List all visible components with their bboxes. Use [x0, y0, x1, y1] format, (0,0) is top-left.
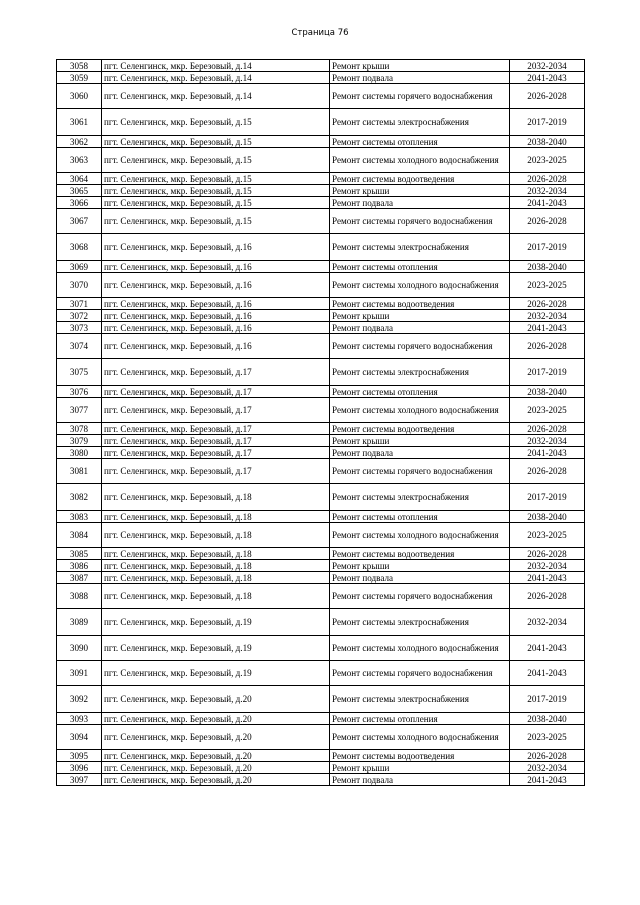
table-row	[57, 273, 585, 298]
table-row	[57, 750, 585, 762]
address-cell: пгт. Селенгинск, мкр. Березовый, д.15	[102, 209, 330, 234]
table-row	[57, 148, 585, 173]
period-cell: 2017-2019	[510, 359, 585, 386]
row-number-cell: 3083	[57, 511, 102, 523]
work-type-cell: Ремонт системы горячего водоснабжения	[330, 334, 510, 359]
row-number-cell: 3070	[57, 273, 102, 298]
table-row	[57, 298, 585, 310]
table-row	[57, 423, 585, 435]
work-type-cell: Ремонт системы холодного водоснабжения	[330, 636, 510, 661]
row-number-cell: 3065	[57, 185, 102, 197]
table-row	[57, 459, 585, 484]
row-number-cell: 3081	[57, 459, 102, 484]
work-type-cell: Ремонт системы холодного водоснабжения	[330, 148, 510, 173]
period-cell: 2017-2019	[510, 109, 585, 136]
table-row	[57, 572, 585, 584]
row-number-cell: 3058	[57, 60, 102, 72]
address-cell: пгт. Селенгинск, мкр. Березовый, д.15	[102, 148, 330, 173]
address-cell: пгт. Селенгинск, мкр. Березовый, д.20	[102, 750, 330, 762]
address-cell: пгт. Селенгинск, мкр. Березовый, д.17	[102, 359, 330, 386]
work-type-cell: Ремонт подвала	[330, 72, 510, 84]
row-number-cell: 3091	[57, 661, 102, 686]
period-cell: 2038-2040	[510, 136, 585, 148]
period-cell: 2023-2025	[510, 725, 585, 750]
row-number-cell: 3064	[57, 173, 102, 185]
work-type-cell: Ремонт системы электроснабжения	[330, 109, 510, 136]
table-row	[57, 584, 585, 609]
address-cell: пгт. Селенгинск, мкр. Березовый, д.15	[102, 173, 330, 185]
work-type-cell: Ремонт подвала	[330, 774, 510, 786]
period-cell: 2026-2028	[510, 423, 585, 435]
row-number-cell: 3071	[57, 298, 102, 310]
table-row	[57, 686, 585, 713]
table-row	[57, 136, 585, 148]
address-cell: пгт. Селенгинск, мкр. Березовый, д.16	[102, 298, 330, 310]
period-cell: 2032-2034	[510, 310, 585, 322]
work-type-cell: Ремонт системы горячего водоснабжения	[330, 459, 510, 484]
row-number-cell: 3078	[57, 423, 102, 435]
address-cell: пгт. Селенгинск, мкр. Березовый, д.17	[102, 459, 330, 484]
work-type-cell: Ремонт крыши	[330, 185, 510, 197]
table-row	[57, 310, 585, 322]
table-row	[57, 173, 585, 185]
table-row	[57, 447, 585, 459]
address-cell: пгт. Селенгинск, мкр. Березовый, д.17	[102, 386, 330, 398]
row-number-cell: 3069	[57, 261, 102, 273]
row-number-cell: 3084	[57, 523, 102, 548]
work-type-cell: Ремонт системы отопления	[330, 386, 510, 398]
period-cell: 2041-2043	[510, 636, 585, 661]
address-cell: пгт. Селенгинск, мкр. Березовый, д.19	[102, 609, 330, 636]
work-type-cell: Ремонт крыши	[330, 435, 510, 447]
work-type-cell: Ремонт системы водоотведения	[330, 173, 510, 185]
period-cell: 2026-2028	[510, 298, 585, 310]
period-cell: 2041-2043	[510, 197, 585, 209]
table-row	[57, 109, 585, 136]
row-number-cell: 3090	[57, 636, 102, 661]
row-number-cell: 3079	[57, 435, 102, 447]
table-row	[57, 435, 585, 447]
row-number-cell: 3074	[57, 334, 102, 359]
table-row	[57, 359, 585, 386]
table-row	[57, 261, 585, 273]
table-row	[57, 523, 585, 548]
table-row	[57, 511, 585, 523]
period-cell: 2017-2019	[510, 234, 585, 261]
address-cell: пгт. Селенгинск, мкр. Березовый, д.18	[102, 484, 330, 511]
period-cell: 2023-2025	[510, 273, 585, 298]
period-cell: 2032-2034	[510, 185, 585, 197]
work-type-cell: Ремонт системы холодного водоснабжения	[330, 273, 510, 298]
work-type-cell: Ремонт системы холодного водоснабжения	[330, 398, 510, 423]
work-type-cell: Ремонт крыши	[330, 60, 510, 72]
period-cell: 2041-2043	[510, 447, 585, 459]
repair-schedule-table	[56, 59, 585, 786]
period-cell: 2038-2040	[510, 713, 585, 725]
row-number-cell: 3088	[57, 584, 102, 609]
row-number-cell: 3095	[57, 750, 102, 762]
work-type-cell: Ремонт системы холодного водоснабжения	[330, 523, 510, 548]
address-cell: пгт. Селенгинск, мкр. Березовый, д.19	[102, 636, 330, 661]
row-number-cell: 3093	[57, 713, 102, 725]
address-cell: пгт. Селенгинск, мкр. Березовый, д.20	[102, 713, 330, 725]
row-number-cell: 3067	[57, 209, 102, 234]
address-cell: пгт. Селенгинск, мкр. Березовый, д.17	[102, 423, 330, 435]
work-type-cell: Ремонт системы горячего водоснабжения	[330, 584, 510, 609]
row-number-cell: 3066	[57, 197, 102, 209]
row-number-cell: 3096	[57, 762, 102, 774]
period-cell: 2023-2025	[510, 523, 585, 548]
work-type-cell: Ремонт крыши	[330, 560, 510, 572]
period-cell: 2032-2034	[510, 435, 585, 447]
row-number-cell: 3085	[57, 548, 102, 560]
table-row	[57, 72, 585, 84]
table-body	[57, 60, 585, 786]
table-row	[57, 234, 585, 261]
address-cell: пгт. Селенгинск, мкр. Березовый, д.18	[102, 548, 330, 560]
address-cell: пгт. Селенгинск, мкр. Березовый, д.14	[102, 72, 330, 84]
period-cell: 2041-2043	[510, 72, 585, 84]
address-cell: пгт. Селенгинск, мкр. Березовый, д.15	[102, 136, 330, 148]
address-cell: пгт. Селенгинск, мкр. Березовый, д.16	[102, 273, 330, 298]
work-type-cell: Ремонт системы холодного водоснабжения	[330, 725, 510, 750]
table-row	[57, 762, 585, 774]
period-cell: 2041-2043	[510, 572, 585, 584]
row-number-cell: 3060	[57, 84, 102, 109]
table-row	[57, 636, 585, 661]
period-cell: 2026-2028	[510, 84, 585, 109]
work-type-cell: Ремонт системы отопления	[330, 713, 510, 725]
period-cell: 2038-2040	[510, 511, 585, 523]
row-number-cell: 3075	[57, 359, 102, 386]
row-number-cell: 3080	[57, 447, 102, 459]
work-type-cell: Ремонт системы электроснабжения	[330, 484, 510, 511]
row-number-cell: 3087	[57, 572, 102, 584]
period-cell: 2038-2040	[510, 261, 585, 273]
row-number-cell: 3092	[57, 686, 102, 713]
period-cell: 2017-2019	[510, 484, 585, 511]
period-cell: 2026-2028	[510, 334, 585, 359]
period-cell: 2017-2019	[510, 686, 585, 713]
period-cell: 2032-2034	[510, 762, 585, 774]
table-row	[57, 60, 585, 72]
address-cell: пгт. Селенгинск, мкр. Березовый, д.18	[102, 560, 330, 572]
table-row	[57, 185, 585, 197]
work-type-cell: Ремонт системы водоотведения	[330, 423, 510, 435]
address-cell: пгт. Селенгинск, мкр. Березовый, д.19	[102, 661, 330, 686]
table-row	[57, 398, 585, 423]
page-number-label: Страница 76	[291, 28, 349, 38]
row-number-cell: 3086	[57, 560, 102, 572]
row-number-cell: 3068	[57, 234, 102, 261]
work-type-cell: Ремонт подвала	[330, 322, 510, 334]
row-number-cell: 3062	[57, 136, 102, 148]
row-number-cell: 3072	[57, 310, 102, 322]
work-type-cell: Ремонт системы водоотведения	[330, 298, 510, 310]
period-cell: 2041-2043	[510, 774, 585, 786]
row-number-cell: 3073	[57, 322, 102, 334]
work-type-cell: Ремонт системы водоотведения	[330, 548, 510, 560]
row-number-cell: 3097	[57, 774, 102, 786]
work-type-cell: Ремонт системы горячего водоснабжения	[330, 661, 510, 686]
table-row	[57, 609, 585, 636]
period-cell: 2023-2025	[510, 398, 585, 423]
address-cell: пгт. Селенгинск, мкр. Березовый, д.16	[102, 322, 330, 334]
period-cell: 2023-2025	[510, 148, 585, 173]
table-row	[57, 661, 585, 686]
period-cell: 2032-2034	[510, 560, 585, 572]
work-type-cell: Ремонт крыши	[330, 310, 510, 322]
period-cell: 2038-2040	[510, 386, 585, 398]
table-row	[57, 713, 585, 725]
work-type-cell: Ремонт крыши	[330, 762, 510, 774]
table-row	[57, 774, 585, 786]
address-cell: пгт. Селенгинск, мкр. Березовый, д.16	[102, 334, 330, 359]
table-row	[57, 84, 585, 109]
period-cell: 2041-2043	[510, 322, 585, 334]
period-cell: 2026-2028	[510, 750, 585, 762]
address-cell: пгт. Селенгинск, мкр. Березовый, д.17	[102, 435, 330, 447]
address-cell: пгт. Селенгинск, мкр. Березовый, д.18	[102, 584, 330, 609]
row-number-cell: 3077	[57, 398, 102, 423]
work-type-cell: Ремонт подвала	[330, 197, 510, 209]
address-cell: пгт. Селенгинск, мкр. Березовый, д.20	[102, 774, 330, 786]
work-type-cell: Ремонт системы отопления	[330, 136, 510, 148]
period-cell: 2026-2028	[510, 459, 585, 484]
work-type-cell: Ремонт системы электроснабжения	[330, 686, 510, 713]
table-row	[57, 386, 585, 398]
period-cell: 2041-2043	[510, 661, 585, 686]
address-cell: пгт. Селенгинск, мкр. Березовый, д.16	[102, 261, 330, 273]
work-type-cell: Ремонт системы горячего водоснабжения	[330, 209, 510, 234]
row-number-cell: 3082	[57, 484, 102, 511]
period-cell: 2032-2034	[510, 609, 585, 636]
work-type-cell: Ремонт подвала	[330, 572, 510, 584]
period-cell: 2026-2028	[510, 584, 585, 609]
address-cell: пгт. Селенгинск, мкр. Березовый, д.20	[102, 725, 330, 750]
address-cell: пгт. Селенгинск, мкр. Березовый, д.16	[102, 234, 330, 261]
period-cell: 2026-2028	[510, 209, 585, 234]
address-cell: пгт. Селенгинск, мкр. Березовый, д.16	[102, 310, 330, 322]
row-number-cell: 3063	[57, 148, 102, 173]
table-row	[57, 548, 585, 560]
address-cell: пгт. Селенгинск, мкр. Березовый, д.15	[102, 197, 330, 209]
row-number-cell: 3061	[57, 109, 102, 136]
address-cell: пгт. Селенгинск, мкр. Березовый, д.14	[102, 60, 330, 72]
work-type-cell: Ремонт подвала	[330, 447, 510, 459]
work-type-cell: Ремонт системы отопления	[330, 511, 510, 523]
row-number-cell: 3076	[57, 386, 102, 398]
table-row	[57, 209, 585, 234]
address-cell: пгт. Селенгинск, мкр. Березовый, д.15	[102, 185, 330, 197]
table-row	[57, 197, 585, 209]
row-number-cell: 3094	[57, 725, 102, 750]
period-cell: 2026-2028	[510, 548, 585, 560]
table-row	[57, 334, 585, 359]
work-type-cell: Ремонт системы электроснабжения	[330, 359, 510, 386]
address-cell: пгт. Селенгинск, мкр. Березовый, д.20	[102, 762, 330, 774]
address-cell: пгт. Селенгинск, мкр. Березовый, д.20	[102, 686, 330, 713]
address-cell: пгт. Селенгинск, мкр. Березовый, д.18	[102, 572, 330, 584]
address-cell: пгт. Селенгинск, мкр. Березовый, д.15	[102, 109, 330, 136]
period-cell: 2026-2028	[510, 173, 585, 185]
period-cell: 2032-2034	[510, 60, 585, 72]
work-type-cell: Ремонт системы отопления	[330, 261, 510, 273]
address-cell: пгт. Селенгинск, мкр. Березовый, д.18	[102, 511, 330, 523]
address-cell: пгт. Селенгинск, мкр. Березовый, д.17	[102, 447, 330, 459]
row-number-cell: 3089	[57, 609, 102, 636]
work-type-cell: Ремонт системы электроснабжения	[330, 234, 510, 261]
table-row	[57, 560, 585, 572]
work-type-cell: Ремонт системы электроснабжения	[330, 609, 510, 636]
table-row	[57, 322, 585, 334]
address-cell: пгт. Селенгинск, мкр. Березовый, д.14	[102, 84, 330, 109]
work-type-cell: Ремонт системы водоотведения	[330, 750, 510, 762]
work-type-cell: Ремонт системы горячего водоснабжения	[330, 84, 510, 109]
address-cell: пгт. Селенгинск, мкр. Березовый, д.17	[102, 398, 330, 423]
row-number-cell: 3059	[57, 72, 102, 84]
table-row	[57, 725, 585, 750]
address-cell: пгт. Селенгинск, мкр. Березовый, д.18	[102, 523, 330, 548]
table-row	[57, 484, 585, 511]
